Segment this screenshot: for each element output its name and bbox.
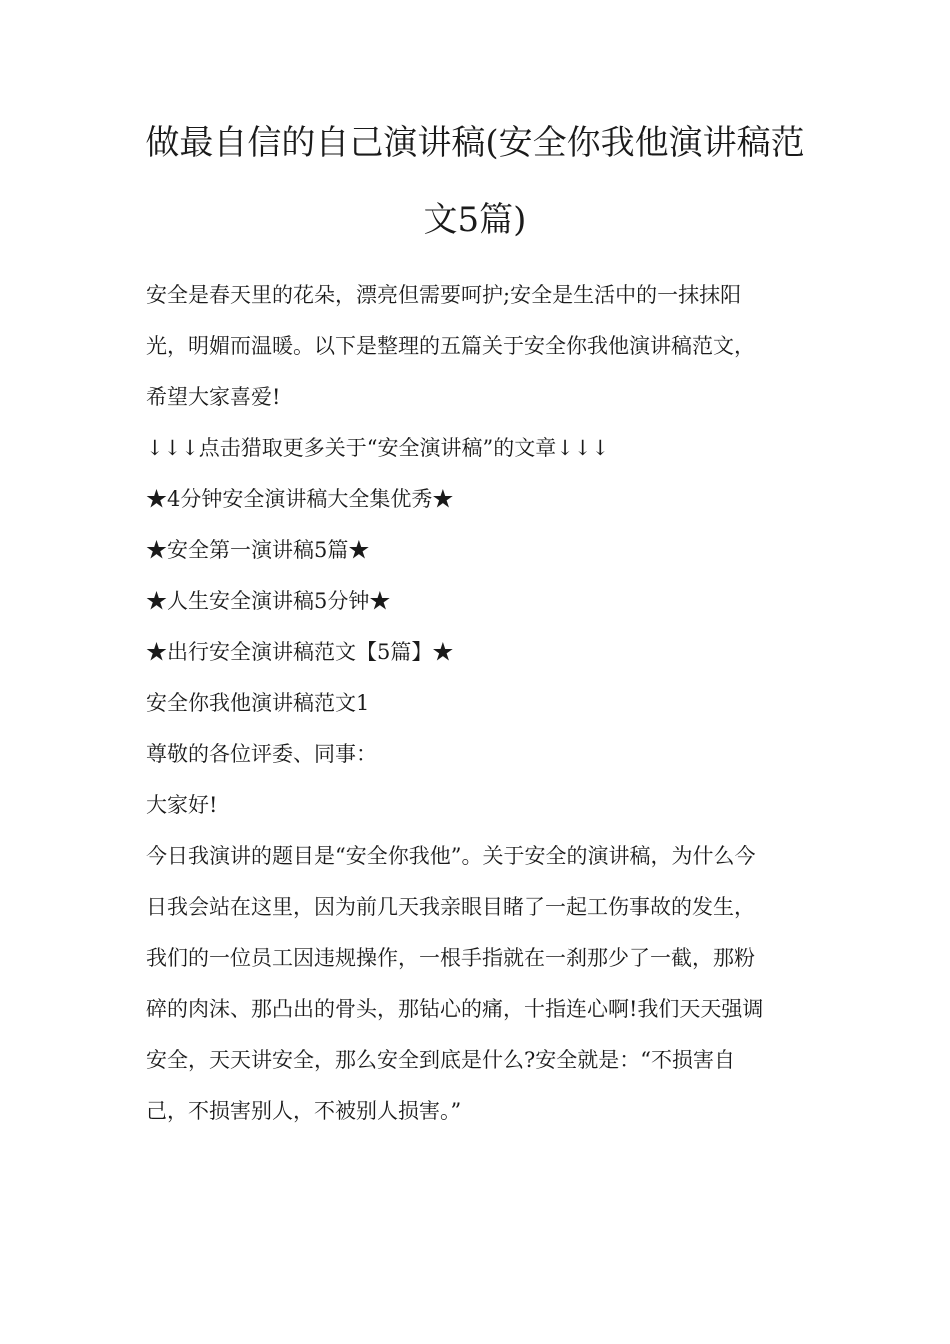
intro-paragraph-line-3: 希望大家喜爱! (146, 385, 281, 409)
related-article-link-3[interactable]: ★人生安全演讲稿5分钟★ (146, 589, 391, 613)
intro-paragraph-line-1: 安全是春天里的花朵，漂亮但需要呵护;安全是生活中的一抹抹阳 (146, 283, 742, 307)
intro-paragraph-line-2: 光，明媚而温暖。以下是整理的五篇关于安全你我他演讲稿范文， (146, 334, 755, 358)
speech-paragraph-line-4: 碎的肉沫、那凸出的骨头，那钻心的痛，十指连心啊!我们天天强调 (146, 997, 764, 1021)
speech-paragraph-line-3: 我们的一位员工因违规操作，一根手指就在一刹那少了一截，那粉 (146, 946, 755, 970)
document-title-line-1: 做最自信的自己演讲稿(安全你我他演讲稿范 (145, 123, 805, 163)
document-title-line-2: 文5篇) (423, 200, 527, 240)
salutation: 尊敬的各位评委、同事： (146, 742, 377, 766)
speech-paragraph-line-5: 安全，天天讲安全，那么安全到底是什么?安全就是：“不损害自 (146, 1048, 735, 1072)
speech-paragraph-line-1: 今日我演讲的题目是“安全你我他”。关于安全的演讲稿，为什么今 (146, 844, 756, 868)
related-article-link-4[interactable]: ★出行安全演讲稿范文【5篇】★ (146, 640, 454, 664)
related-article-link-1[interactable]: ★4分钟安全演讲稿大全集优秀★ (146, 487, 454, 511)
related-article-link-2[interactable]: ★安全第一演讲稿5篇★ (146, 538, 370, 562)
section-heading: 安全你我他演讲稿范文1 (146, 691, 370, 715)
greeting: 大家好! (146, 793, 218, 817)
speech-paragraph-line-2: 日我会站在这里，因为前几天我亲眼目睹了一起工伤事故的发生， (146, 895, 755, 919)
speech-paragraph-line-6: 己，不损害别人，不被别人损害。” (146, 1099, 462, 1123)
related-articles-link[interactable]: ↓↓↓点击猎取更多关于“安全演讲稿”的文章↓↓↓ (146, 436, 610, 460)
